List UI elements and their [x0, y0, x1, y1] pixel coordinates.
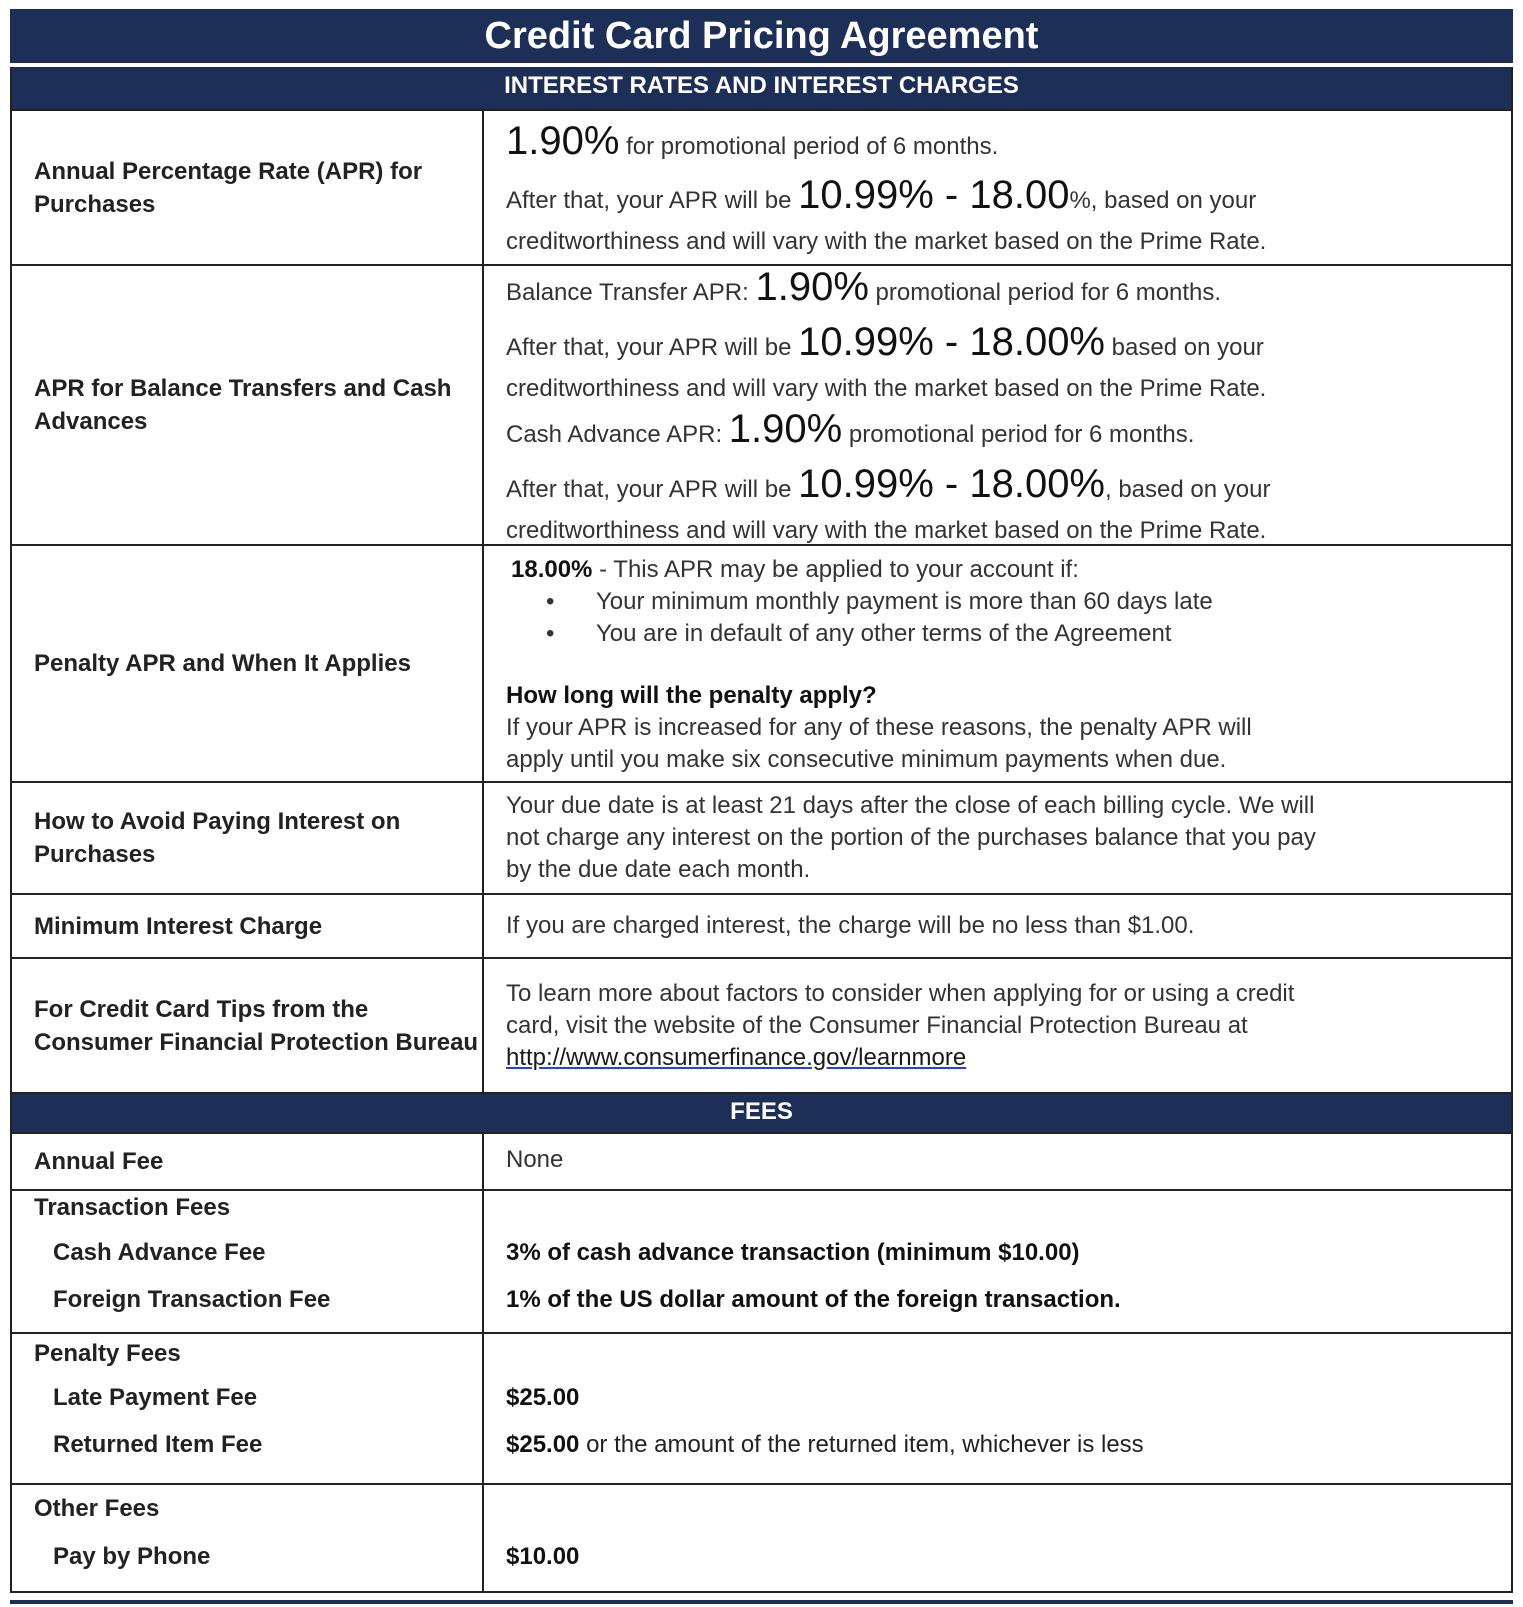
penalty-question: How long will the penalty apply? [506, 682, 877, 709]
avoid-interest-label: How to Avoid Paying Interest on Purchases [12, 783, 484, 893]
penalty-rate-text: - This APR may be applied to your account if: [592, 556, 1079, 583]
annual-fee-value: None [506, 1146, 564, 1173]
purchase-apr-label: Annual Percentage Rate (APR) for Purchases [12, 111, 484, 264]
purchase-apr-row [12, 109, 1511, 264]
fees-section-header: FEES [12, 1092, 1511, 1132]
pricing-table [10, 67, 1513, 1593]
other-fees-row [12, 1483, 1511, 1591]
transaction-fees-row [12, 1189, 1511, 1332]
late-fee-value: $25.00 [506, 1384, 580, 1411]
late-fee-label: Late Payment Fee [53, 1384, 258, 1411]
penalty-bullet: • Your minimum monthly payment is more than 60 days late [506, 586, 1511, 618]
bt-cash-apr-value [484, 266, 1511, 544]
purchase-range: 10.99% - 18.00 [798, 172, 1070, 217]
cfpb-row [12, 957, 1511, 1092]
pay-by-phone-label: Pay by Phone [53, 1543, 211, 1570]
penalty-bullet-text: You are in default of any other terms of the Agreement [596, 620, 1172, 647]
transaction-fees-label: Transaction Fees [34, 1194, 231, 1221]
penalty-answer-line2: apply until you make six consecutive minimum payments when due. [506, 746, 1227, 773]
after1-line2: creditworthiness and will vary with the market based on the Prime Rate. [506, 375, 1267, 402]
after1-prefix: After that, your APR will be [506, 334, 799, 361]
returned-fee-label: Returned Item Fee [53, 1431, 263, 1458]
avoid-interest-value [484, 783, 1511, 893]
cfpb-label: For Credit Card Tips from the Consumer Financial Protection Bureau [12, 959, 484, 1092]
returned-fee-amount: $25.00 [506, 1431, 580, 1458]
penalty-fees-label: Penalty Fees [34, 1340, 181, 1367]
ca-prefix: Cash Advance APR: [506, 421, 729, 448]
after2-prefix: After that, your APR will be [506, 476, 799, 503]
foreign-fee-value: 1% of the US dollar amount of the foreign transaction. [506, 1286, 1121, 1313]
penalty-bullet: • You are in default of any other terms of the Agreement [506, 618, 1511, 650]
penalty-apr-value [484, 546, 1511, 781]
penalty-answer-line1: If your APR is increased for any of these reasons, the penalty APR will [506, 714, 1252, 741]
penalty-rate: 18.00% [511, 556, 593, 583]
returned-fee-value [484, 1421, 1511, 1468]
pay-by-phone-value: $10.00 [506, 1543, 580, 1570]
purchase-after-prefix: After that, your APR will be [506, 186, 799, 214]
cash-advance-fee-label: Cash Advance Fee [53, 1239, 266, 1266]
after1-suffix: based on your [1105, 334, 1264, 361]
after2-suffix: , based on your [1105, 476, 1271, 503]
min-interest-label: Minimum Interest Charge [12, 895, 484, 957]
bt-cash-apr-row [12, 264, 1511, 544]
purchase-promo-rate: 1.90% [506, 118, 620, 163]
min-interest-value: If you are charged interest, the charge will be no less than $1.00. [506, 912, 1195, 939]
document-title: Credit Card Pricing Agreement [10, 9, 1513, 63]
after1-range: 10.99% - 18.00% [798, 320, 1105, 364]
penalty-bullet-text: Your minimum monthly payment is more than 60 days late [596, 588, 1213, 615]
returned-fee-rest: or the amount of the returned item, whichever is less [579, 1431, 1144, 1458]
foreign-fee-label: Foreign Transaction Fee [53, 1286, 331, 1313]
cfpb-line1: To learn more about factors to consider when applying for or using a credit [506, 979, 1295, 1007]
ca-suffix: promotional period for 6 months. [842, 421, 1195, 448]
interest-section-header: INTEREST RATES AND INTEREST CHARGES [12, 67, 1511, 109]
purchase-after-suffix: , based on your [1090, 186, 1257, 214]
min-interest-row [12, 893, 1511, 957]
pricing-agreement [10, 9, 1513, 1593]
after2-line2: creditworthiness and will vary with the market based on the Prime Rate. [506, 517, 1267, 544]
avoid-interest-row [12, 781, 1511, 893]
avoid-line3: by the due date each month. [506, 856, 811, 883]
purchase-line2: creditworthiness and will vary with the market based on the Prime Rate. [506, 227, 1267, 255]
purchase-promo-text: for promotional period of 6 months. [619, 132, 999, 160]
after2-range: 10.99% - 18.00% [798, 462, 1105, 506]
penalty-apr-row [12, 544, 1511, 781]
cfpb-line2: card, visit the website of the Consumer Financial Protection Bureau at [506, 1011, 1248, 1039]
cash-advance-fee-value: 3% of cash advance transaction (minimum $10.00) [506, 1239, 1080, 1266]
annual-fee-label: Annual Fee [12, 1134, 484, 1189]
penalty-fees-row [12, 1332, 1511, 1483]
purchase-range-pct: % [1069, 186, 1091, 214]
cfpb-link[interactable]: http://www.consumerfinance.gov/learnmore [506, 1043, 967, 1071]
bt-suffix: promotional period for 6 months. [868, 279, 1222, 306]
bottom-rule [10, 1600, 1513, 1604]
avoid-line1: Your due date is at least 21 days after the close of each billing cycle. We will [506, 792, 1315, 819]
other-fees-label: Other Fees [34, 1495, 160, 1522]
purchase-apr-value [484, 111, 1511, 264]
penalty-apr-label: Penalty APR and When It Applies [12, 546, 484, 781]
bt-prefix: Balance Transfer APR: [506, 279, 756, 306]
bt-cash-apr-label: APR for Balance Transfers and Cash Advances [12, 266, 484, 544]
annual-fee-row [12, 1132, 1511, 1189]
cfpb-value [484, 959, 1511, 1092]
bt-rate: 1.90% [755, 265, 869, 309]
avoid-line2: not charge any interest on the portion of the purchases balance that you pay [506, 824, 1316, 851]
ca-rate: 1.90% [728, 407, 843, 451]
